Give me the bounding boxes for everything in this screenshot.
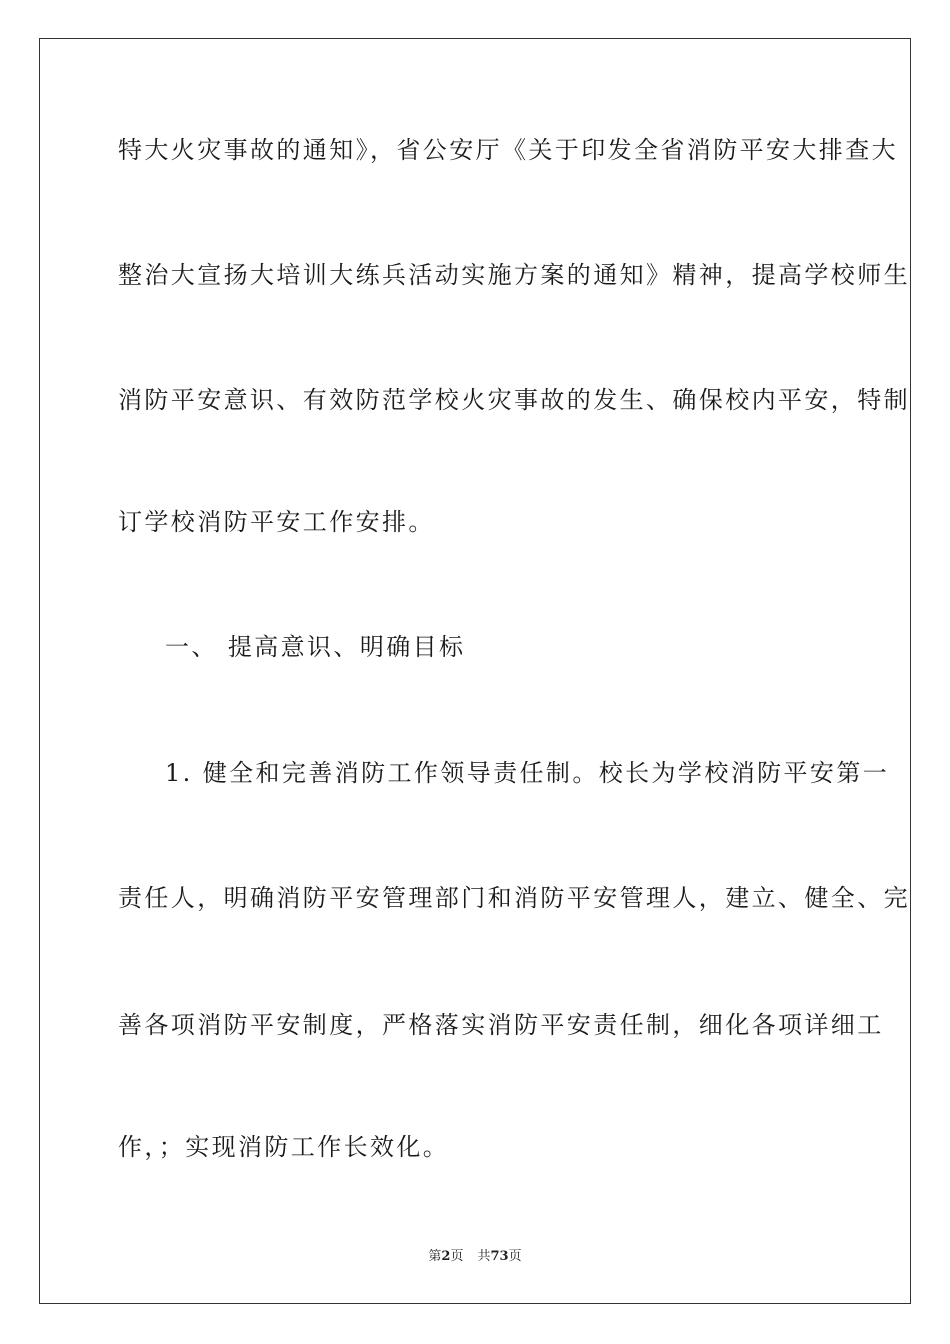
body-text-line: 消防平安意识、有效防范学校火灾事故的发生、确保校内平安，特制 [118, 386, 910, 414]
list-item-text: 1. 健全和完善消防工作领导责任制。校长为学校消防平安第一 [165, 759, 890, 787]
page-suffix: 页 [450, 1249, 464, 1264]
page-footer [0, 1248, 950, 1266]
total-pages: 73 [490, 1249, 509, 1264]
page-prefix: 第 [428, 1249, 442, 1264]
body-text-line: 责任人，明确消防平安管理部门和消防平安管理人，建立、健全、完 [118, 884, 910, 912]
body-text-line: 整治大宣扬大培训大练兵活动实施方案的通知》精神，提高学校师生 [118, 261, 910, 289]
body-text-line: 订学校消防平安工作安排。 [118, 508, 435, 536]
total-prefix: 共 [477, 1249, 491, 1264]
body-text-line: 善各项消防平安制度，严格落实消防平安责任制，细化各项详细工 [118, 1011, 884, 1039]
total-suffix: 页 [508, 1249, 522, 1264]
page-number: 2 [441, 1249, 451, 1264]
body-text-line: 作，；实现消防工作长效化。 [118, 1133, 450, 1161]
body-text-line: 特大火灾事故的通知》，省公安厅《关于印发全省消防平安大排查大 [118, 136, 898, 164]
section-heading: 一、 提高意识、明确目标 [165, 633, 466, 661]
page-frame [39, 38, 911, 1304]
